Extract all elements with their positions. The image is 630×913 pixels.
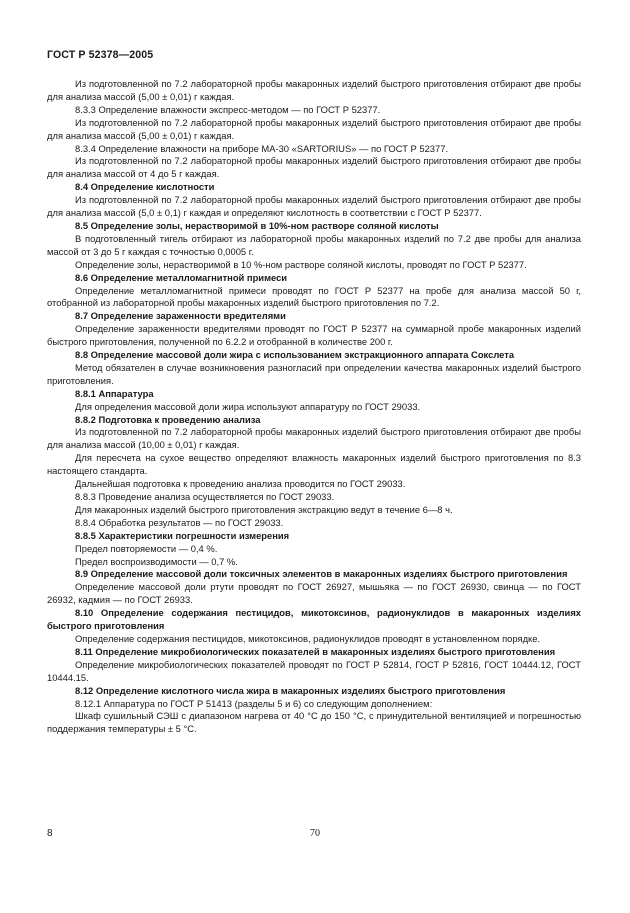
body-paragraph: Определение массовой доли ртути проводят по ГОСТ 26927, мышьяка — по ГОСТ 26930, свинца — по ГОСТ 26932, кадмия — по ГОСТ 26933. xyxy=(47,581,581,606)
body-paragraph: Предел повторяемости — 0,4 %. xyxy=(75,542,218,554)
body-paragraph: Для определения массовой доли жира используют аппаратуру по ГОСТ 29033. xyxy=(75,400,421,412)
body-paragraph: Определение металломагнитной примеси проводят по ГОСТ Р 52377 на пробе для анализа массой 50 г, отобранной из лабораторной пробы макаронных изделий быстрого приготовления по 7.2. xyxy=(47,284,581,309)
body-paragraph: Из подготовленной по 7.2 лабораторной пробы макаронных изделий быстрого приготовления отбирают две пробы для анализа массой (10,00 ± 0,01) г каждая. xyxy=(47,426,581,451)
body-paragraph: Определение микробиологических показателей проводят по ГОСТ Р 52814, ГОСТ Р 52816, ГОСТ 10444.12, ГОСТ 10444.15. xyxy=(47,658,581,683)
body-paragraph: Определение зараженности вредителями проводят по ГОСТ Р 52377 на суммарной пробе макаронных изделий быстрого приготовления, полученной по 6.2.2 и отобранной в количестве 200 г. xyxy=(47,323,581,348)
body-paragraph: Из подготовленной по 7.2 лабораторной пробы макаронных изделий быстрого приготовления отбирают две пробы для анализа массой от 4 до 5 г каждая. xyxy=(47,155,581,180)
body-paragraph: Из подготовленной по 7.2 лабораторной пробы макаронных изделий быстрого приготовления отбирают две пробы для анализа массой (5,00 ± 0,01) г каждая. xyxy=(47,78,581,102)
section-heading: 8.7 Определение зараженности вредителями xyxy=(75,310,286,322)
section-heading: 8.8.2 Подготовка к проведению анализа xyxy=(75,413,261,425)
section-heading: 8.8 Определение массовой доли жира с использованием экстракционного аппарата Сокслета xyxy=(75,349,515,361)
body-paragraph: Из подготовленной по 7.2 лабораторной пробы макаронных изделий быстрого приготовления отбирают две пробы для анализа массой (5,0 ± 0,1) г каждая и определяют кислотность в соответствии с ГОСТ Р 52377. xyxy=(47,194,581,219)
body-paragraph: 8.12.1 Аппаратура по ГОСТ Р 51413 (разделы 5 и 6) со следующим дополнением: xyxy=(75,697,433,709)
section-heading: 8.4 Определение кислотности xyxy=(75,181,215,193)
document-body xyxy=(47,78,581,736)
body-paragraph: Из подготовленной по 7.2 лабораторной пробы макаронных изделий быстрого приготовления отбирают две пробы для анализа массой (5,00 ± 0,01) г каждая. xyxy=(47,116,581,141)
section-heading: 8.8.1 Аппаратура xyxy=(75,387,154,399)
section-heading: 8.8.5 Характеристики погрешности измерения xyxy=(75,529,290,541)
body-paragraph: 8.3.3 Определение влажности экспресс-методом — по ГОСТ Р 52377. xyxy=(75,103,381,115)
section-heading: 8.12 Определение кислотного числа жира в макаронных изделиях быстрого приготовления xyxy=(75,684,506,696)
sheet-number: 70 xyxy=(310,828,320,839)
section-heading: 8.9 Определение массовой доли токсичных элементов в макаронных изделиях быстрого приготовления xyxy=(75,568,568,580)
body-paragraph: 8.3.4 Определение влажности на приборе МА-30 «SARTORIUS» — по ГОСТ Р 52377. xyxy=(75,142,449,154)
body-paragraph: В подготовленный тигель отбирают из лабораторной пробы макаронных изделий по 7.2 две пробы для анализа массой от 3 до 5 г каждая с точностью 0,0005 г. xyxy=(47,232,581,257)
body-paragraph: Метод обязателен в случае возникновения разногласий при определении качества макаронных изделий быстрого приготовления. xyxy=(47,361,581,386)
body-paragraph: 8.8.4 Обработка результатов — по ГОСТ 29033. xyxy=(75,516,284,528)
section-heading: 8.11 Определение микробиологических показателей в макаронных изделиях быстрого приготовления xyxy=(75,645,556,657)
document-header: ГОСТ Р 52378—2005 xyxy=(47,49,154,61)
body-paragraph: 8.8.3 Проведение анализа осуществляется по ГОСТ 29033. xyxy=(75,491,335,502)
body-paragraph: Для пересчета на сухое вещество определяют влажность макаронных изделий быстрого приготовления по 8.3 настоящего стандарта. xyxy=(47,452,581,477)
body-paragraph: Предел воспроизводимости — 0,7 %. xyxy=(75,555,238,567)
body-paragraph: Для макаронных изделий быстрого приготовления экстракцию ведут в течение 6—8 ч. xyxy=(75,503,453,515)
body-paragraph: Определение содержания пестицидов, микотоксинов, радионуклидов проводят в установленном порядке. xyxy=(75,632,541,644)
body-paragraph: Определение золы, нерастворимой в 10 %-ном растворе соляной кислоты, проводят по ГОСТ Р 52377. xyxy=(75,258,527,270)
body-paragraph: Шкаф сушильный СЭШ с диапазоном нагрева от 40 °С до 150 °С, с принудительной вентиляцией и погрешностью поддержания температуры ± 5 °С. xyxy=(47,710,581,735)
body-paragraph: Дальнейшая подготовка к проведению анализа проводится по ГОСТ 29033. xyxy=(75,478,406,490)
section-heading: 8.6 Определение металломагнитной примеси xyxy=(75,271,288,283)
section-heading: 8.5 Определение золы, нерастворимой в 10%-ном растворе соляной кислоты xyxy=(75,219,439,231)
section-heading: 8.10 Определение содержания пестицидов, микотоксинов, радионуклидов в макаронных изделиях быстрого приготовления xyxy=(47,607,581,632)
page-number: 8 xyxy=(47,828,53,839)
